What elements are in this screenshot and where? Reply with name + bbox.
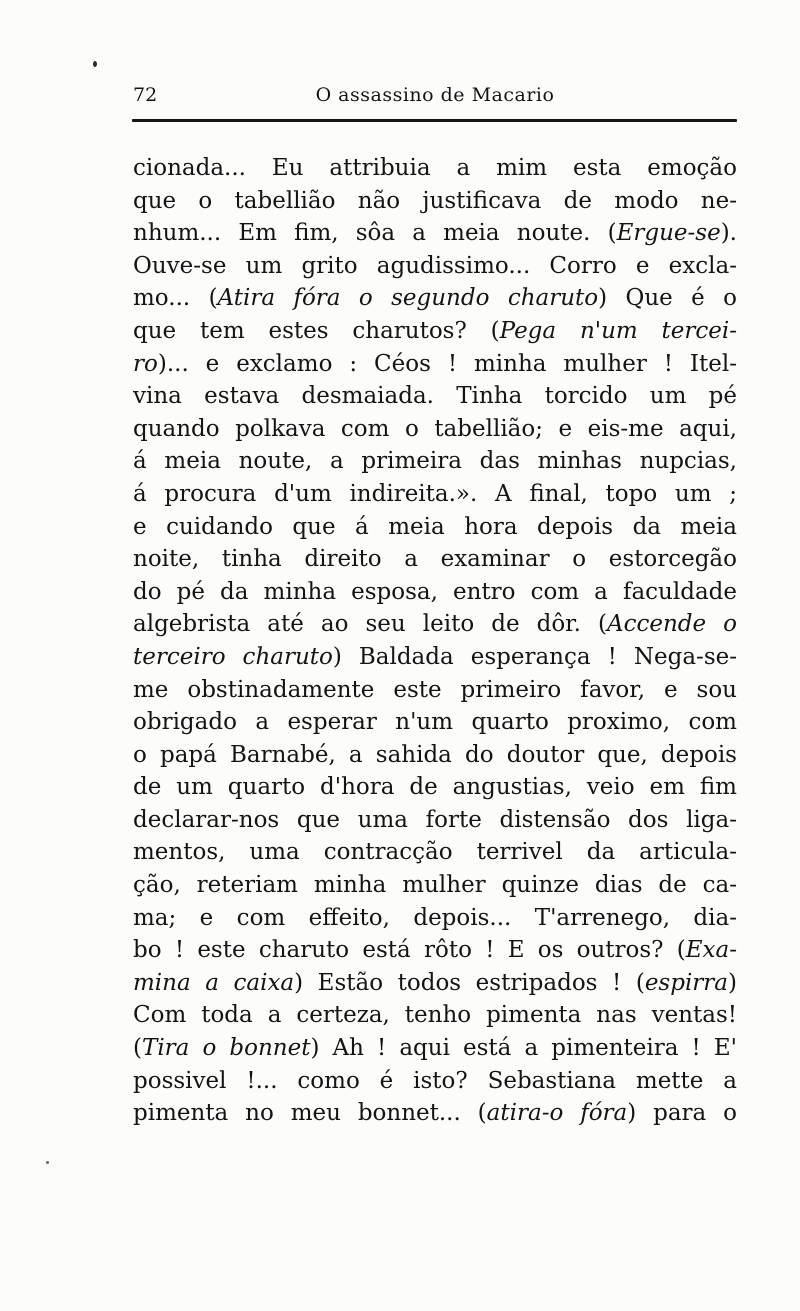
- text-line: pimenta no meu bonnet... (atira-o fóra) para o: [133, 1100, 737, 1127]
- text-line: mentos, uma contracção terrivel da articula-: [133, 839, 737, 866]
- text-line: declarar-nos que uma forte distensão dos liga-: [133, 806, 737, 833]
- text-line: terceiro charuto) Baldada esperança ! Nega-se-: [133, 643, 737, 670]
- text-line: (Tira o bonnet) Ah ! aqui está a pimenteira ! E': [133, 1035, 737, 1062]
- text-line: me obstinadamente este primeiro favor, e sou: [133, 676, 737, 703]
- text-line: ma; e com effeito, depois... T'arrenego, dia-: [133, 904, 737, 931]
- text-line: algebrista até ao seu leito de dôr. (Accende o: [133, 611, 737, 638]
- text-line: o papá Barnabé, a sahida do doutor que, depois: [133, 741, 737, 768]
- text-line: á meia noute, a primeira das minhas nupcias,: [133, 448, 737, 475]
- text-line: possivel !... como é isto? Sebastiana mette a: [133, 1067, 737, 1094]
- running-title: O assassino de Macario: [315, 84, 555, 106]
- text-line: que o tabellião não justificava de modo ne-: [133, 187, 737, 214]
- text-line: vina estava desmaiada. Tinha torcido um pé: [133, 383, 737, 410]
- text-line: Com toda a certeza, tenho pimenta nas ventas!: [133, 1002, 737, 1029]
- text-line: mo... (Atira fóra o segundo charuto) Que é o: [133, 285, 737, 312]
- body-text: [133, 152, 737, 1130]
- text-line: e cuidando que á meia hora depois da meia: [133, 513, 737, 540]
- text-line: ro)... e exclamo : Céos ! minha mulher ! Itel-: [133, 350, 737, 377]
- text-line: do pé da minha esposa, entro com a faculdade: [133, 578, 737, 605]
- page-number: 72: [133, 84, 158, 106]
- ink-speck: [46, 1161, 49, 1164]
- text-line: quando polkava com o tabellião; e eis-me aqui,: [133, 415, 737, 442]
- text-line: bo ! este charuto está rôto ! E os outros? (Exa-: [133, 937, 737, 964]
- header-rule: [132, 119, 737, 122]
- ink-speck: [93, 61, 97, 67]
- text-line: noite, tinha direito a examinar o estorcegão: [133, 546, 737, 573]
- text-line: cionada... Eu attribuia a mim esta emoção: [133, 155, 737, 181]
- page-header: [133, 84, 737, 110]
- text-line: ção, reteriam minha mulher quinze dias de ca-: [133, 872, 737, 899]
- text-line: que tem estes charutos? (Pega n'um tercei-: [133, 317, 737, 344]
- text-line: obrigado a esperar n'um quarto proximo, com: [133, 709, 737, 736]
- text-line: á procura d'um indireita.». A final, topo um ;: [133, 480, 737, 507]
- text-line: mina a caixa) Estão todos estripados ! (espirra): [133, 969, 737, 996]
- text-line: de um quarto d'hora de angustias, veio em fim: [133, 774, 737, 801]
- text-line: nhum... Em fim, sôa a meia noute. (Ergue-se).: [133, 220, 737, 247]
- text-line: Ouve-se um grito agudissimo... Corro e excla-: [133, 252, 737, 279]
